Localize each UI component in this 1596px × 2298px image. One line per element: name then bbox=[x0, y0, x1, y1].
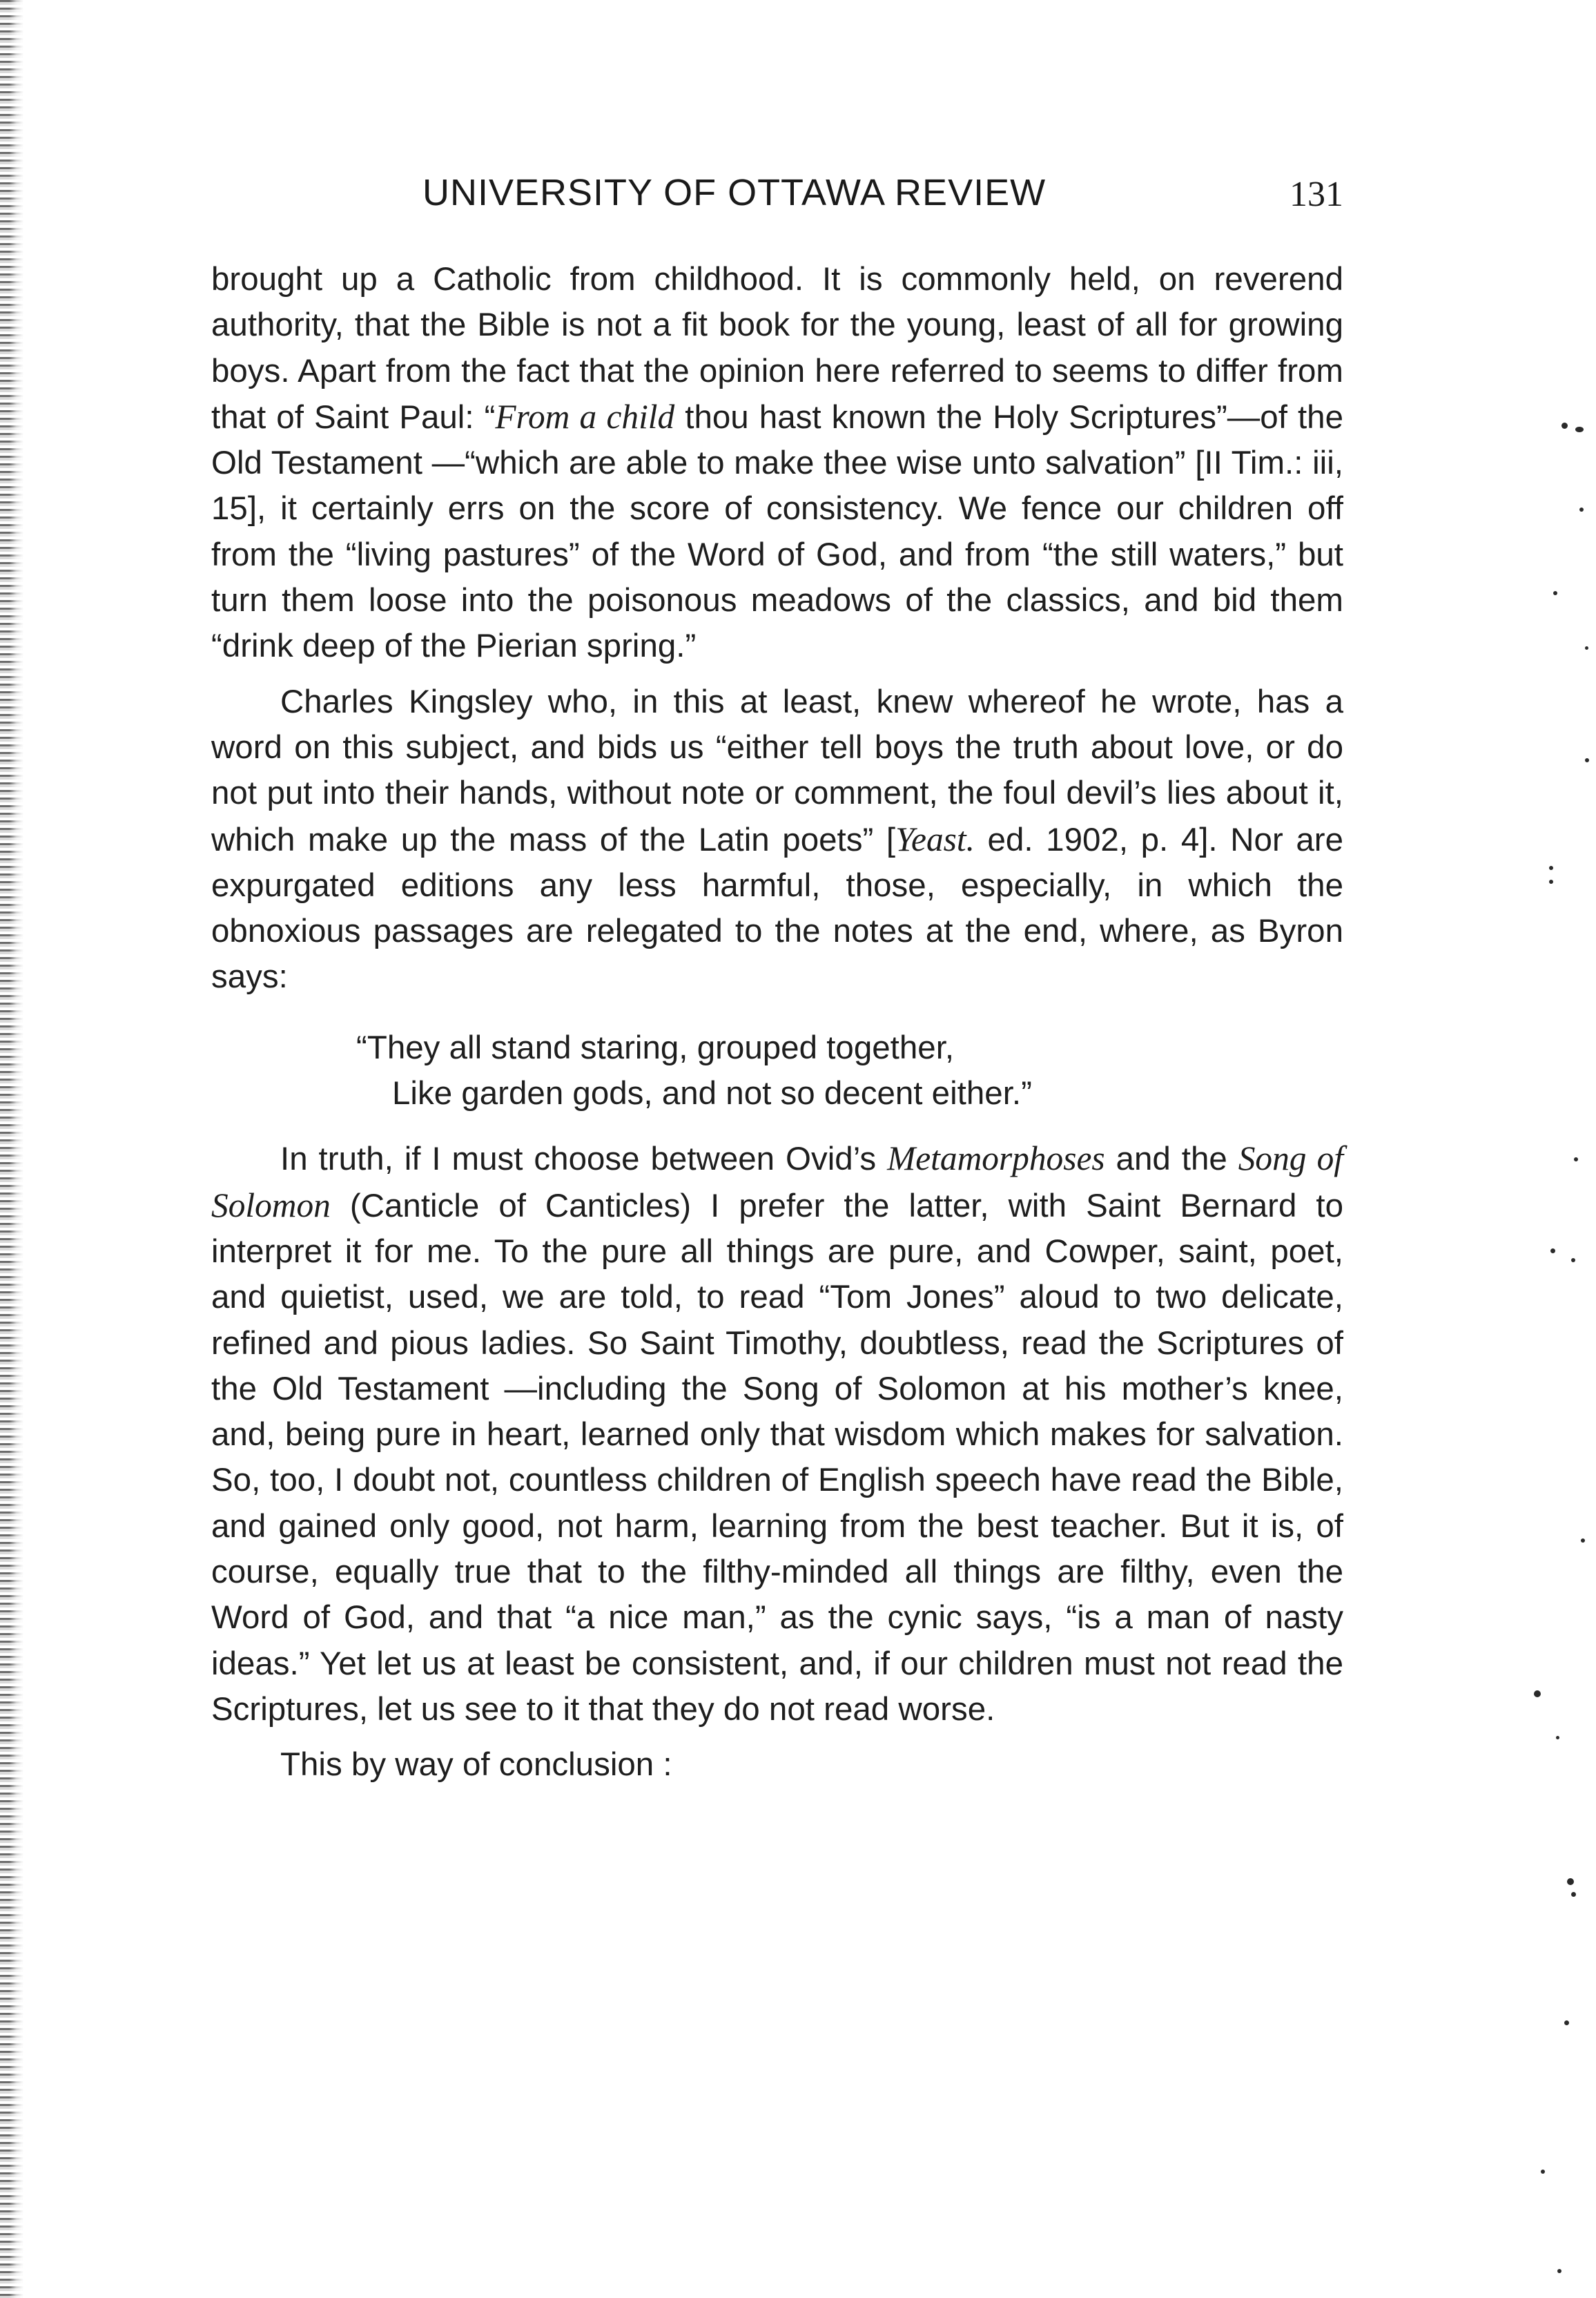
verse-quotation bbox=[211, 1025, 1343, 1117]
scan-speck bbox=[1581, 1538, 1585, 1543]
paragraph-1 bbox=[211, 257, 1343, 670]
scan-speck bbox=[1556, 1736, 1559, 1739]
paragraph-3-text-2: and the bbox=[1104, 1141, 1238, 1178]
paragraph-3-italic-2: Song of Solomon bbox=[211, 1139, 1344, 1224]
verse-line-1: “They all stand staring, grouped together, bbox=[356, 1029, 955, 1066]
scan-speck bbox=[1561, 423, 1568, 429]
scan-speck bbox=[1541, 2170, 1545, 2174]
scan-speck bbox=[1550, 1248, 1555, 1253]
scan-speck bbox=[1564, 2020, 1569, 2025]
body-text bbox=[211, 257, 1343, 1788]
verse-line-2: Like garden gods, and not so decent either.” bbox=[392, 1075, 1032, 1112]
paragraph-2-text-cont: ed. 1902, p. 4]. Nor are expurgated editions any less harmful, those, especially, in which the obnoxious passages are relegated to the notes at the end, where, as Byron says: bbox=[211, 821, 1343, 996]
paragraph-3 bbox=[211, 1136, 1343, 1732]
scan-speck bbox=[1575, 427, 1584, 432]
scan-speck bbox=[1571, 1258, 1575, 1262]
scan-speck bbox=[1585, 646, 1588, 650]
scan-speck bbox=[1534, 1690, 1541, 1697]
paragraph-3-text-3: (Canticle of Canticles) I prefer the latter, with Saint Bernard to interpret it for me. To the pure all things are pure, and Cowper, saint, poet, and quietist, used, we are told, to read “Tom Jones” aloud to two delicate, refined and pious ladies. So Saint Timothy, doubtless, read the Scriptures of the Old Testament —including the Song of Solomon at his mother’s knee, and, being pure in heart, learned only that wisdom which makes for salvation. So, too, I doubt not, countless children of English speech have read the Bible, and gained only good, not harm, learning from the best teacher. But it is, of course, equally true that to the filthy-minded all things are filthy, even the Word of God, and that “a nice man,” as the cynic says, “is a man of nasty ideas.” Yet let us at least be consistent, and, if our children must not read the Scriptures, let us see to it that they do not read worse. bbox=[211, 1187, 1343, 1728]
paragraph-1-italic: From a child bbox=[495, 397, 675, 436]
scan-speck bbox=[1553, 591, 1557, 595]
scan-speck bbox=[1557, 2269, 1561, 2273]
running-head bbox=[211, 171, 1343, 220]
paragraph-4: This by way of conclusion : bbox=[280, 1746, 672, 1784]
scan-speck bbox=[1549, 880, 1553, 884]
scan-binding-edge bbox=[0, 0, 23, 2298]
running-title: UNIVERSITY OF OTTAWA REVIEW bbox=[422, 172, 1047, 213]
paragraph-3-text: In truth, if I must choose between Ovid’s bbox=[280, 1141, 888, 1178]
scan-speck bbox=[1585, 758, 1589, 762]
scan-speck bbox=[1571, 1892, 1576, 1897]
scan-speck bbox=[1567, 1878, 1574, 1885]
paragraph-1-text-cont: thou hast known the Holy Scriptures”—of the Old Testament —“which are able to make thee wise unto salvation” [II Tim.: iii, 15], it certainly errs on the score of consistency. We fence our children off from the “living pastures” of the Word of God, and from “the still waters,” but turn them loose into the poisonous meadows of the classics, and bid them “drink deep of the Pierian spring.” bbox=[211, 398, 1343, 665]
paragraph-2-text: Charles Kingsley who, in this at least, knew whereof he wrote, has a word on this subject, and bids us “either tell boys the truth about love, or do not put into their hands, without note or comment, the foul devil’s lies about it, which make up the mass of the Latin poets” [ bbox=[211, 683, 1343, 858]
scan-speck bbox=[1579, 508, 1584, 512]
paragraph-2-italic: Yeast. bbox=[895, 820, 975, 858]
scan-speck bbox=[1574, 1157, 1578, 1161]
scan-speck bbox=[1549, 866, 1553, 870]
paragraph-1-text: brought up a Catholic from childhood. It is commonly held, on reverend authority, that the Bible is not a fit book for the young, least of all for growing boys. Apart from the fact that the opinion here referred to seems to differ from that of Saint Paul: “ bbox=[211, 261, 1343, 436]
page-number: 131 bbox=[1290, 175, 1343, 214]
paragraph-2 bbox=[211, 679, 1343, 1001]
paragraph-3-italic-1: Metamorphoses bbox=[887, 1139, 1105, 1178]
